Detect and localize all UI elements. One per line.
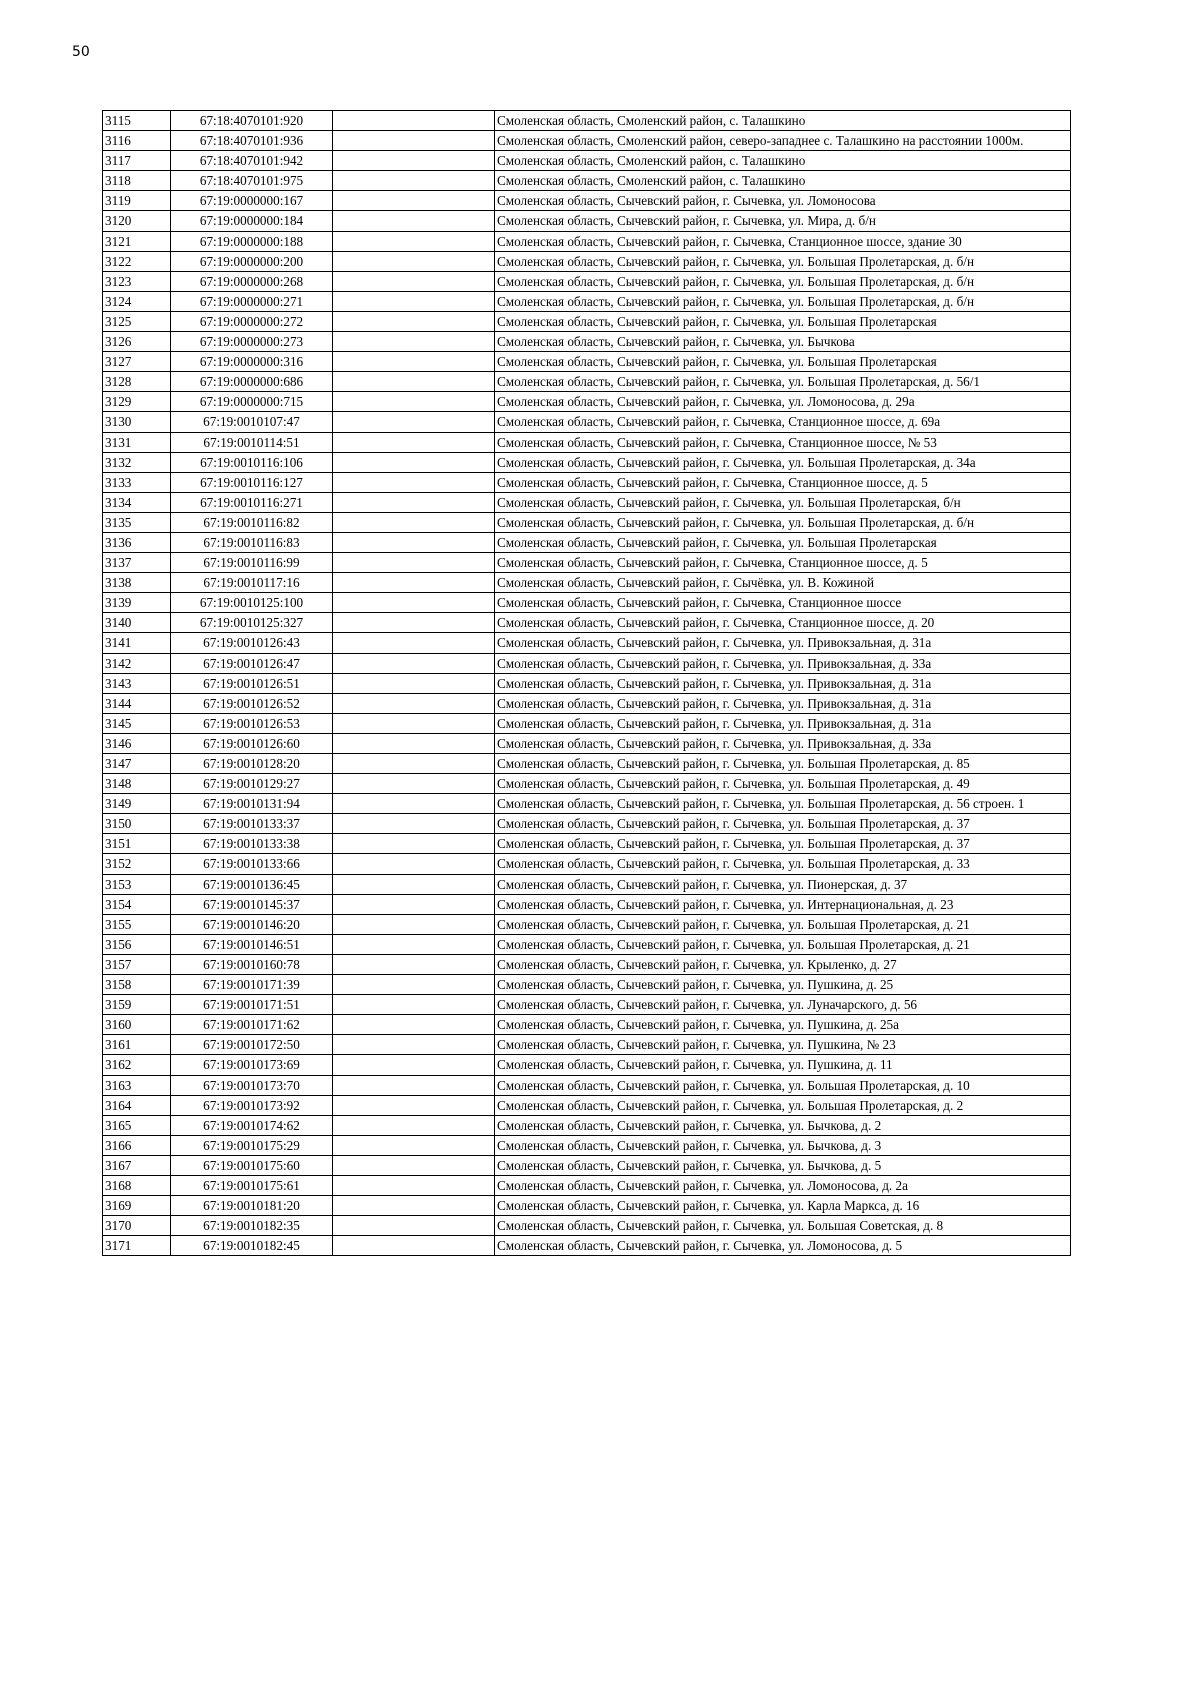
address-cell: Смоленская область, Сычевский район, г. Сычевка, ул. Ломоносова, д. 5	[495, 1236, 1071, 1256]
address-cell: Смоленская область, Сычевский район, г. Сычевка, Станционное шоссе, д. 69а	[495, 412, 1071, 432]
cadastral-number-cell: 67:19:0010146:20	[171, 914, 333, 934]
empty-cell	[333, 874, 495, 894]
empty-cell	[333, 713, 495, 733]
empty-cell	[333, 794, 495, 814]
address-cell: Смоленская область, Сычевский район, г. Сычевка, ул. Пушкина, д. 25а	[495, 1015, 1071, 1035]
address-cell: Смоленская область, Сычевский район, г. Сычевка, ул. Бычкова, д. 2	[495, 1115, 1071, 1135]
table-row	[103, 854, 1071, 874]
empty-cell	[333, 1236, 495, 1256]
empty-cell	[333, 372, 495, 392]
cadastral-number-cell: 67:19:0000000:686	[171, 372, 333, 392]
row-number-cell: 3156	[103, 934, 171, 954]
table-row	[103, 311, 1071, 331]
row-number-cell: 3155	[103, 914, 171, 934]
cadastral-number-cell: 67:19:0010125:100	[171, 593, 333, 613]
table-row	[103, 472, 1071, 492]
cadastral-number-cell: 67:19:0000000:167	[171, 191, 333, 211]
table-row	[103, 914, 1071, 934]
row-number-cell: 3116	[103, 131, 171, 151]
address-cell: Смоленская область, Сычевский район, г. Сычевка, ул. Ломоносова	[495, 191, 1071, 211]
cadastral-number-cell: 67:19:0010181:20	[171, 1196, 333, 1216]
registry-rows	[103, 111, 1071, 1256]
address-cell: Смоленская область, Сычевский район, г. Сычевка, ул. Привокзальная, д. 33а	[495, 733, 1071, 753]
table-row	[103, 1196, 1071, 1216]
empty-cell	[333, 934, 495, 954]
cadastral-number-cell: 67:19:0000000:271	[171, 291, 333, 311]
cadastral-number-cell: 67:19:0010116:271	[171, 492, 333, 512]
cadastral-number-cell: 67:19:0000000:272	[171, 311, 333, 331]
registry-table	[102, 110, 1071, 1256]
empty-cell	[333, 995, 495, 1015]
table-row	[103, 673, 1071, 693]
empty-cell	[333, 311, 495, 331]
table-row	[103, 1015, 1071, 1035]
row-number-cell: 3140	[103, 613, 171, 633]
row-number-cell: 3130	[103, 412, 171, 432]
row-number-cell: 3170	[103, 1216, 171, 1236]
empty-cell	[333, 191, 495, 211]
table-row	[103, 412, 1071, 432]
cadastral-number-cell: 67:19:0010175:60	[171, 1155, 333, 1175]
row-number-cell: 3157	[103, 954, 171, 974]
row-number-cell: 3135	[103, 512, 171, 532]
row-number-cell: 3121	[103, 231, 171, 251]
row-number-cell: 3144	[103, 693, 171, 713]
row-number-cell: 3115	[103, 111, 171, 131]
address-cell: Смоленская область, Сычевский район, г. Сычевка, ул. Привокзальная, д. 31а	[495, 633, 1071, 653]
row-number-cell: 3117	[103, 151, 171, 171]
row-number-cell: 3129	[103, 392, 171, 412]
cadastral-number-cell: 67:19:0010146:51	[171, 934, 333, 954]
table-row	[103, 151, 1071, 171]
table-row	[103, 512, 1071, 532]
table-row	[103, 553, 1071, 573]
row-number-cell: 3146	[103, 733, 171, 753]
empty-cell	[333, 291, 495, 311]
address-cell: Смоленская область, Сычевский район, г. Сычевка, ул. Пушкина, № 23	[495, 1035, 1071, 1055]
cadastral-number-cell: 67:19:0000000:200	[171, 251, 333, 271]
cadastral-number-cell: 67:19:0010117:16	[171, 573, 333, 593]
cadastral-number-cell: 67:19:0010175:29	[171, 1135, 333, 1155]
table-row	[103, 1236, 1071, 1256]
cadastral-number-cell: 67:19:0010171:62	[171, 1015, 333, 1035]
table-row	[103, 1216, 1071, 1236]
table-row	[103, 954, 1071, 974]
empty-cell	[333, 1015, 495, 1035]
empty-cell	[333, 733, 495, 753]
table-row	[103, 191, 1071, 211]
empty-cell	[333, 573, 495, 593]
address-cell: Смоленская область, Сычевский район, г. Сычевка, ул. Большая Пролетарская, д. 21	[495, 914, 1071, 934]
cadastral-number-cell: 67:19:0010172:50	[171, 1035, 333, 1055]
cadastral-number-cell: 67:19:0010160:78	[171, 954, 333, 974]
row-number-cell: 3126	[103, 332, 171, 352]
address-cell: Смоленская область, Сычевский район, г. Сычевка, Станционное шоссе, здание 30	[495, 231, 1071, 251]
table-row	[103, 934, 1071, 954]
table-row	[103, 111, 1071, 131]
row-number-cell: 3151	[103, 834, 171, 854]
row-number-cell: 3132	[103, 452, 171, 472]
address-cell: Смоленская область, Смоленский район, с. Талашкино	[495, 171, 1071, 191]
table-row	[103, 372, 1071, 392]
empty-cell	[333, 1175, 495, 1195]
address-cell: Смоленская область, Сычевский район, г. Сычевка, ул. Большая Пролетарская, д. 85	[495, 754, 1071, 774]
table-row	[103, 171, 1071, 191]
empty-cell	[333, 151, 495, 171]
row-number-cell: 3168	[103, 1175, 171, 1195]
row-number-cell: 3145	[103, 713, 171, 733]
empty-cell	[333, 834, 495, 854]
row-number-cell: 3127	[103, 352, 171, 372]
row-number-cell: 3125	[103, 311, 171, 331]
table-row	[103, 432, 1071, 452]
address-cell: Смоленская область, Смоленский район, с. Талашкино	[495, 151, 1071, 171]
row-number-cell: 3141	[103, 633, 171, 653]
address-cell: Смоленская область, Сычевский район, г. Сычевка, ул. Большая Пролетарская, д. б/н	[495, 251, 1071, 271]
address-cell: Смоленская область, Сычевский район, г. Сычевка, ул. Большая Пролетарская, д. 34а	[495, 452, 1071, 472]
cadastral-number-cell: 67:19:0000000:188	[171, 231, 333, 251]
empty-cell	[333, 492, 495, 512]
empty-cell	[333, 1135, 495, 1155]
cadastral-number-cell: 67:19:0010133:38	[171, 834, 333, 854]
row-number-cell: 3152	[103, 854, 171, 874]
address-cell: Смоленская область, Сычевский район, г. Сычевка, ул. Большая Пролетарская, д. 33	[495, 854, 1071, 874]
empty-cell	[333, 512, 495, 532]
cadastral-number-cell: 67:19:0010182:35	[171, 1216, 333, 1236]
address-cell: Смоленская область, Сычевский район, г. Сычевка, ул. Большая Пролетарская, д. 37	[495, 834, 1071, 854]
cadastral-number-cell: 67:19:0010116:106	[171, 452, 333, 472]
address-cell: Смоленская область, Сычевский район, г. Сычевка, ул. Пионерская, д. 37	[495, 874, 1071, 894]
cadastral-number-cell: 67:19:0010116:83	[171, 532, 333, 552]
table-row	[103, 1135, 1071, 1155]
empty-cell	[333, 774, 495, 794]
row-number-cell: 3124	[103, 291, 171, 311]
empty-cell	[333, 171, 495, 191]
address-cell: Смоленская область, Сычевский район, г. Сычевка, ул. Крыленко, д. 27	[495, 954, 1071, 974]
row-number-cell: 3166	[103, 1135, 171, 1155]
page-number: 50	[72, 44, 90, 60]
row-number-cell: 3167	[103, 1155, 171, 1175]
cadastral-number-cell: 67:19:0010133:37	[171, 814, 333, 834]
address-cell: Смоленская область, Сычевский район, г. Сычевка, ул. Большая Пролетарская, д. 56 строен. 1	[495, 794, 1071, 814]
table-row	[103, 1115, 1071, 1135]
address-cell: Смоленская область, Сычевский район, г. Сычевка, ул. Бычкова	[495, 332, 1071, 352]
empty-cell	[333, 613, 495, 633]
cadastral-number-cell: 67:19:0010145:37	[171, 894, 333, 914]
row-number-cell: 3122	[103, 251, 171, 271]
cadastral-number-cell: 67:19:0010173:70	[171, 1075, 333, 1095]
empty-cell	[333, 593, 495, 613]
row-number-cell: 3164	[103, 1095, 171, 1115]
cadastral-number-cell: 67:19:0010174:62	[171, 1115, 333, 1135]
empty-cell	[333, 1055, 495, 1075]
address-cell: Смоленская область, Сычевский район, г. Сычёвка, ул. В. Кожиной	[495, 573, 1071, 593]
row-number-cell: 3159	[103, 995, 171, 1015]
cadastral-number-cell: 67:18:4070101:942	[171, 151, 333, 171]
row-number-cell: 3120	[103, 211, 171, 231]
row-number-cell: 3136	[103, 532, 171, 552]
row-number-cell: 3148	[103, 774, 171, 794]
table-row	[103, 593, 1071, 613]
table-row	[103, 774, 1071, 794]
table-row	[103, 1155, 1071, 1175]
table-row	[103, 693, 1071, 713]
cadastral-number-cell: 67:19:0010173:92	[171, 1095, 333, 1115]
empty-cell	[333, 1035, 495, 1055]
empty-cell	[333, 432, 495, 452]
row-number-cell: 3165	[103, 1115, 171, 1135]
table-row	[103, 995, 1071, 1015]
row-number-cell: 3123	[103, 271, 171, 291]
row-number-cell: 3169	[103, 1196, 171, 1216]
address-cell: Смоленская область, Сычевский район, г. Сычевка, ул. Пушкина, д. 11	[495, 1055, 1071, 1075]
empty-cell	[333, 111, 495, 131]
table-row	[103, 392, 1071, 412]
cadastral-number-cell: 67:19:0010129:27	[171, 774, 333, 794]
empty-cell	[333, 251, 495, 271]
address-cell: Смоленская область, Сычевский район, г. Сычевка, ул. Большая Советская, д. 8	[495, 1216, 1071, 1236]
empty-cell	[333, 231, 495, 251]
row-number-cell: 3149	[103, 794, 171, 814]
address-cell: Смоленская область, Сычевский район, г. Сычевка, ул. Большая Пролетарская	[495, 532, 1071, 552]
cadastral-number-cell: 67:19:0010116:99	[171, 553, 333, 573]
cadastral-number-cell: 67:19:0010126:60	[171, 733, 333, 753]
empty-cell	[333, 894, 495, 914]
cadastral-number-cell: 67:19:0010131:94	[171, 794, 333, 814]
empty-cell	[333, 1095, 495, 1115]
cadastral-number-cell: 67:19:0010126:52	[171, 693, 333, 713]
address-cell: Смоленская область, Сычевский район, г. Сычевка, Станционное шоссе, д. 20	[495, 613, 1071, 633]
row-number-cell: 3137	[103, 553, 171, 573]
row-number-cell: 3161	[103, 1035, 171, 1055]
address-cell: Смоленская область, Сычевский район, г. Сычевка, ул. Большая Пролетарская, д. б/н	[495, 512, 1071, 532]
empty-cell	[333, 1216, 495, 1236]
table-row	[103, 874, 1071, 894]
address-cell: Смоленская область, Сычевский район, г. Сычевка, ул. Большая Пролетарская	[495, 352, 1071, 372]
address-cell: Смоленская область, Сычевский район, г. Сычевка, ул. Карла Маркса, д. 16	[495, 1196, 1071, 1216]
cadastral-number-cell: 67:19:0010126:53	[171, 713, 333, 733]
row-number-cell: 3128	[103, 372, 171, 392]
row-number-cell: 3158	[103, 975, 171, 995]
row-number-cell: 3139	[103, 593, 171, 613]
empty-cell	[333, 1115, 495, 1135]
address-cell: Смоленская область, Сычевский район, г. Сычевка, ул. Ломоносова, д. 29а	[495, 392, 1071, 412]
empty-cell	[333, 1155, 495, 1175]
table-row	[103, 291, 1071, 311]
cadastral-number-cell: 67:19:0010114:51	[171, 432, 333, 452]
cadastral-number-cell: 67:19:0010126:51	[171, 673, 333, 693]
row-number-cell: 3147	[103, 754, 171, 774]
empty-cell	[333, 392, 495, 412]
row-number-cell: 3133	[103, 472, 171, 492]
table-row	[103, 794, 1071, 814]
address-cell: Смоленская область, Сычевский район, г. Сычевка, ул. Привокзальная, д. 33а	[495, 653, 1071, 673]
address-cell: Смоленская область, Сычевский район, г. Сычевка, ул. Большая Пролетарская, д. 10	[495, 1075, 1071, 1095]
table-row	[103, 332, 1071, 352]
address-cell: Смоленская область, Сычевский район, г. Сычевка, ул. Интернациональная, д. 23	[495, 894, 1071, 914]
row-number-cell: 3160	[103, 1015, 171, 1035]
empty-cell	[333, 633, 495, 653]
empty-cell	[333, 914, 495, 934]
row-number-cell: 3138	[103, 573, 171, 593]
cadastral-number-cell: 67:19:0000000:316	[171, 352, 333, 372]
table-row	[103, 733, 1071, 753]
cadastral-number-cell: 67:19:0000000:268	[171, 271, 333, 291]
address-cell: Смоленская область, Сычевский район, г. Сычевка, Станционное шоссе	[495, 593, 1071, 613]
table-row	[103, 1095, 1071, 1115]
row-number-cell: 3118	[103, 171, 171, 191]
table-row	[103, 1055, 1071, 1075]
table-row	[103, 713, 1071, 733]
cadastral-number-cell: 67:19:0010128:20	[171, 754, 333, 774]
address-cell: Смоленская область, Сычевский район, г. Сычевка, Станционное шоссе, д. 5	[495, 472, 1071, 492]
table-row	[103, 975, 1071, 995]
empty-cell	[333, 653, 495, 673]
empty-cell	[333, 271, 495, 291]
cadastral-number-cell: 67:19:0010171:51	[171, 995, 333, 1015]
empty-cell	[333, 1075, 495, 1095]
row-number-cell: 3163	[103, 1075, 171, 1095]
address-cell: Смоленская область, Сычевский район, г. Сычевка, ул. Мира, д. б/н	[495, 211, 1071, 231]
cadastral-number-cell: 67:19:0010133:66	[171, 854, 333, 874]
empty-cell	[333, 854, 495, 874]
cadastral-number-cell: 67:18:4070101:936	[171, 131, 333, 151]
address-cell: Смоленская область, Сычевский район, г. Сычевка, ул. Пушкина, д. 25	[495, 975, 1071, 995]
address-cell: Смоленская область, Сычевский район, г. Сычевка, ул. Большая Пролетарская, д. б/н	[495, 291, 1071, 311]
address-cell: Смоленская область, Сычевский район, г. Сычевка, ул. Привокзальная, д. 31а	[495, 713, 1071, 733]
table-row	[103, 271, 1071, 291]
empty-cell	[333, 814, 495, 834]
empty-cell	[333, 553, 495, 573]
address-cell: Смоленская область, Сычевский район, г. Сычевка, ул. Большая Пролетарская, д. 2	[495, 1095, 1071, 1115]
table-row	[103, 894, 1071, 914]
table-row	[103, 814, 1071, 834]
address-cell: Смоленская область, Сычевский район, г. Сычевка, Станционное шоссе, № 53	[495, 432, 1071, 452]
empty-cell	[333, 1196, 495, 1216]
cadastral-number-cell: 67:18:4070101:920	[171, 111, 333, 131]
address-cell: Смоленская область, Сычевский район, г. Сычевка, ул. Большая Пролетарская, д. 49	[495, 774, 1071, 794]
cadastral-number-cell: 67:19:0000000:715	[171, 392, 333, 412]
table-row	[103, 251, 1071, 271]
table-row	[103, 1075, 1071, 1095]
cadastral-number-cell: 67:19:0010125:327	[171, 613, 333, 633]
empty-cell	[333, 693, 495, 713]
address-cell: Смоленская область, Сычевский район, г. Сычевка, ул. Большая Пролетарская, д. 56/1	[495, 372, 1071, 392]
table-row	[103, 352, 1071, 372]
empty-cell	[333, 673, 495, 693]
table-row	[103, 1035, 1071, 1055]
cadastral-number-cell: 67:19:0000000:184	[171, 211, 333, 231]
empty-cell	[333, 412, 495, 432]
table-row	[103, 1175, 1071, 1195]
row-number-cell: 3162	[103, 1055, 171, 1075]
row-number-cell: 3150	[103, 814, 171, 834]
empty-cell	[333, 975, 495, 995]
cadastral-number-cell: 67:18:4070101:975	[171, 171, 333, 191]
table-row	[103, 834, 1071, 854]
address-cell: Смоленская область, Сычевский район, г. Сычевка, ул. Большая Пролетарская, б/н	[495, 492, 1071, 512]
cadastral-number-cell: 67:19:0010136:45	[171, 874, 333, 894]
address-cell: Смоленская область, Смоленский район, с. Талашкино	[495, 111, 1071, 131]
empty-cell	[333, 131, 495, 151]
row-number-cell: 3134	[103, 492, 171, 512]
row-number-cell: 3142	[103, 653, 171, 673]
table-row	[103, 573, 1071, 593]
address-cell: Смоленская область, Сычевский район, г. Сычевка, ул. Большая Пролетарская	[495, 311, 1071, 331]
table-row	[103, 754, 1071, 774]
address-cell: Смоленская область, Сычевский район, г. Сычевка, ул. Ломоносова, д. 2а	[495, 1175, 1071, 1195]
row-number-cell: 3119	[103, 191, 171, 211]
row-number-cell: 3131	[103, 432, 171, 452]
table-row	[103, 211, 1071, 231]
table-row	[103, 492, 1071, 512]
cadastral-number-cell: 67:19:0010126:43	[171, 633, 333, 653]
address-cell: Смоленская область, Сычевский район, г. Сычевка, ул. Большая Пролетарская, д. б/н	[495, 271, 1071, 291]
empty-cell	[333, 472, 495, 492]
row-number-cell: 3153	[103, 874, 171, 894]
cadastral-number-cell: 67:19:0010173:69	[171, 1055, 333, 1075]
table-row	[103, 532, 1071, 552]
cadastral-number-cell: 67:19:0010126:47	[171, 653, 333, 673]
empty-cell	[333, 754, 495, 774]
cadastral-number-cell: 67:19:0010116:82	[171, 512, 333, 532]
table-row	[103, 613, 1071, 633]
cadastral-number-cell: 67:19:0010171:39	[171, 975, 333, 995]
address-cell: Смоленская область, Сычевский район, г. Сычевка, Станционное шоссе, д. 5	[495, 553, 1071, 573]
table-row	[103, 231, 1071, 251]
empty-cell	[333, 352, 495, 372]
table-row	[103, 653, 1071, 673]
table-row	[103, 633, 1071, 653]
empty-cell	[333, 211, 495, 231]
empty-cell	[333, 332, 495, 352]
row-number-cell: 3143	[103, 673, 171, 693]
row-number-cell: 3171	[103, 1236, 171, 1256]
cadastral-number-cell: 67:19:0010182:45	[171, 1236, 333, 1256]
address-cell: Смоленская область, Сычевский район, г. Сычевка, ул. Луначарского, д. 56	[495, 995, 1071, 1015]
address-cell: Смоленская область, Смоленский район, северо-западнее с. Талашкино на расстоянии 1000м.	[495, 131, 1071, 151]
address-cell: Смоленская область, Сычевский район, г. Сычевка, ул. Большая Пролетарская, д. 21	[495, 934, 1071, 954]
empty-cell	[333, 452, 495, 472]
address-cell: Смоленская область, Сычевский район, г. Сычевка, ул. Привокзальная, д. 31а	[495, 693, 1071, 713]
table-row	[103, 452, 1071, 472]
cadastral-number-cell: 67:19:0010116:127	[171, 472, 333, 492]
table-row	[103, 131, 1071, 151]
empty-cell	[333, 532, 495, 552]
address-cell: Смоленская область, Сычевский район, г. Сычевка, ул. Большая Пролетарская, д. 37	[495, 814, 1071, 834]
address-cell: Смоленская область, Сычевский район, г. Сычевка, ул. Бычкова, д. 5	[495, 1155, 1071, 1175]
cadastral-number-cell: 67:19:0010175:61	[171, 1175, 333, 1195]
cadastral-number-cell: 67:19:0000000:273	[171, 332, 333, 352]
row-number-cell: 3154	[103, 894, 171, 914]
address-cell: Смоленская область, Сычевский район, г. Сычевка, ул. Привокзальная, д. 31а	[495, 673, 1071, 693]
empty-cell	[333, 954, 495, 974]
cadastral-number-cell: 67:19:0010107:47	[171, 412, 333, 432]
address-cell: Смоленская область, Сычевский район, г. Сычевка, ул. Бычкова, д. 3	[495, 1135, 1071, 1155]
